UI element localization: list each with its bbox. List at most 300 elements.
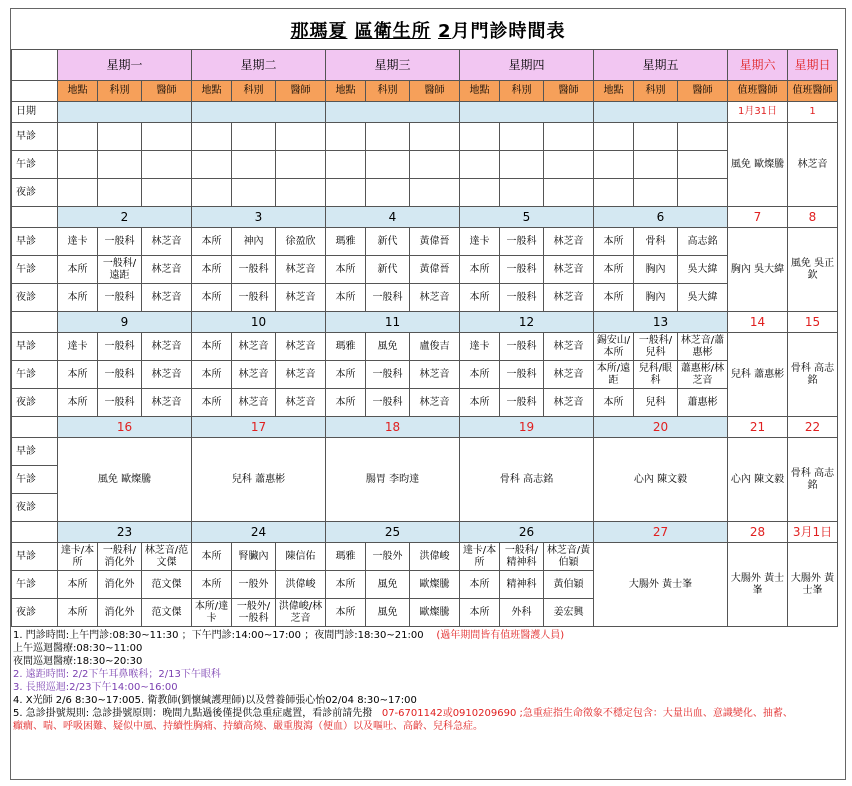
date-cell: 15 [788, 312, 838, 333]
schedule-cell: 一般科 [500, 333, 544, 361]
cell [192, 179, 232, 207]
date-cell: 28 [728, 522, 788, 543]
cell [366, 151, 410, 179]
holiday-duty: 心內 陳文毅 [594, 438, 728, 522]
schedule-cell: 一般科/遠距 [98, 256, 142, 284]
schedule-cell: 黃伯穎 [544, 571, 594, 599]
schedule-cell: 本所 [58, 256, 98, 284]
duty-sat: 兒科 蕭惠彬 [728, 333, 788, 417]
schedule-cell: 林芝音 [276, 284, 326, 312]
date-cell: 10 [192, 312, 326, 333]
title-clinic: 區衛生所 [354, 21, 431, 42]
schedule-cell: 一般外 [232, 571, 276, 599]
duty-fri: 大腸外 黃士峯 [594, 543, 728, 627]
day-header: 星期五 [594, 50, 728, 81]
schedule-cell: 精神科 [500, 571, 544, 599]
schedule-cell: 達卡 [58, 228, 98, 256]
cell [544, 151, 594, 179]
date-cell [594, 102, 728, 123]
cell [232, 179, 276, 207]
schedule-cell: 本所 [58, 284, 98, 312]
slot-label: 早診 [12, 543, 58, 571]
day-header: 星期一 [58, 50, 192, 81]
date-cell: 14 [728, 312, 788, 333]
cell [634, 151, 678, 179]
date-row [12, 522, 838, 543]
schedule-cell: 洪偉峻 [410, 543, 460, 571]
col-header: 地點 [192, 81, 232, 102]
duty-sun: 林芝音 [788, 123, 838, 207]
schedule-cell: 林芝音 [544, 256, 594, 284]
col-header: 醫師 [142, 81, 192, 102]
holiday-duty: 風免 歐燦騰 [58, 438, 192, 522]
day-header-row [12, 50, 838, 81]
date-cell [326, 102, 460, 123]
schedule-cell: 歐燦騰 [410, 571, 460, 599]
cell [460, 179, 500, 207]
schedule-cell: 徐盈欣 [276, 228, 326, 256]
date-row [12, 102, 838, 123]
schedule-cell: 本所 [594, 228, 634, 256]
schedule-cell: 歐燦騰 [410, 599, 460, 627]
schedule-cell: 本所 [594, 389, 634, 417]
schedule-cell: 一般科/兒科 [634, 333, 678, 361]
slot-label: 早診 [12, 228, 58, 256]
schedule-cell: 達卡/本所 [460, 543, 500, 571]
schedule-cell: 林芝音 [410, 284, 460, 312]
note-line: 2. 遠距時間: 2/2下午耳鼻喉科；2/13下午眼科 [13, 669, 221, 680]
schedule-cell: 神內 [232, 228, 276, 256]
schedule-cell: 林芝音 [232, 389, 276, 417]
notes-section [13, 629, 843, 733]
cell [594, 123, 634, 151]
schedule-cell: 風免 [366, 333, 410, 361]
cell [142, 123, 192, 151]
date-cell: 20 [594, 417, 728, 438]
date-cell: 17 [192, 417, 326, 438]
schedule-cell: 本所 [192, 333, 232, 361]
schedule-cell: 本所 [58, 361, 98, 389]
slot-label: 午診 [12, 571, 58, 599]
slot-row [12, 228, 838, 256]
date-cell: 12 [460, 312, 594, 333]
schedule-cell: 林芝音 [142, 333, 192, 361]
cell [500, 123, 544, 151]
schedule-cell: 胸內 [634, 284, 678, 312]
schedule-cell: 姜宏興 [544, 599, 594, 627]
schedule-cell: 本所 [192, 361, 232, 389]
cell [192, 123, 232, 151]
day-header: 星期二 [192, 50, 326, 81]
schedule-cell: 吳大緯 [678, 256, 728, 284]
slot-label: 早診 [12, 123, 58, 151]
col-header: 科別 [366, 81, 410, 102]
schedule-cell: 吳大緯 [678, 284, 728, 312]
col-header: 醫師 [678, 81, 728, 102]
schedule-cell: 瑪雅 [326, 543, 366, 571]
cell [326, 123, 366, 151]
cell [232, 123, 276, 151]
col-header: 地點 [594, 81, 634, 102]
date-cell [192, 102, 326, 123]
schedule-cell: 一般科 [366, 284, 410, 312]
duty-sun: 骨科 高志銘 [788, 438, 838, 522]
schedule-cell: 林芝音 [544, 333, 594, 361]
day-header: 星期三 [326, 50, 460, 81]
schedule-cell: 本所 [192, 543, 232, 571]
cell [410, 123, 460, 151]
cell [142, 151, 192, 179]
cell [594, 179, 634, 207]
schedule-cell: 本所 [58, 389, 98, 417]
note-line: 上午巡迴醫療:08:30~11:00 [13, 643, 143, 654]
schedule-cell: 一般外 [366, 543, 410, 571]
schedule-cell: 骨科 [634, 228, 678, 256]
col-header: 值班醫師 [728, 81, 788, 102]
cell [460, 151, 500, 179]
note-line: 夜間巡迴醫療:18:30~20:30 [13, 656, 143, 667]
schedule-cell: 林芝音 [142, 361, 192, 389]
schedule-cell: 風免 [366, 599, 410, 627]
schedule-cell: 一般科 [500, 284, 544, 312]
date-cell: 23 [58, 522, 192, 543]
title-township: 那瑪夏 [290, 21, 348, 42]
schedule-cell: 本所 [192, 389, 232, 417]
cell [326, 179, 366, 207]
schedule-cell: 林芝音 [276, 256, 326, 284]
slot-label: 午診 [12, 151, 58, 179]
date-cell: 3 [192, 207, 326, 228]
slot-row [12, 123, 838, 151]
date-cell: 26 [460, 522, 594, 543]
schedule-cell: 一般科 [98, 284, 142, 312]
date-cell: 5 [460, 207, 594, 228]
col-header: 科別 [232, 81, 276, 102]
cell [634, 179, 678, 207]
schedule-cell: 洪偉峻 [276, 571, 326, 599]
note-line [13, 707, 843, 720]
schedule-cell: 一般科 [366, 389, 410, 417]
schedule-cell: 林芝音 [544, 284, 594, 312]
schedule-cell: 消化外 [98, 571, 142, 599]
schedule-cell: 本所 [192, 284, 232, 312]
date-cell: 1 [788, 102, 838, 123]
duty-sat: 胸內 吳大緯 [728, 228, 788, 312]
date-cell [460, 102, 594, 123]
cell [678, 123, 728, 151]
duty-sun: 風免 吳正欽 [788, 228, 838, 312]
schedule-cell: 本所 [326, 389, 366, 417]
cell [366, 179, 410, 207]
schedule-cell: 本所 [594, 284, 634, 312]
date-cell: 27 [594, 522, 728, 543]
cell [460, 123, 500, 151]
schedule-cell: 林芝音/黃伯穎 [544, 543, 594, 571]
schedule-cell: 蕭惠彬/林芝音 [678, 361, 728, 389]
cell [410, 151, 460, 179]
holiday-duty: 腸胃 李昀達 [326, 438, 460, 522]
note-hours: 1. 門診時間:上午門診:08:30~11:30 ；下午門診:14:00~17:00 ；夜間門診:18:30~21:00 [13, 630, 424, 641]
date-cell: 13 [594, 312, 728, 333]
cell [678, 179, 728, 207]
schedule-cell: 林芝音 [544, 228, 594, 256]
schedule-cell: 林芝音/蕭惠彬 [678, 333, 728, 361]
duty-sun: 骨科 高志銘 [788, 333, 838, 417]
schedule-cell: 林芝音/范文傑 [142, 543, 192, 571]
schedule-cell: 本所 [460, 361, 500, 389]
schedule-cell: 外科 [500, 599, 544, 627]
slot-label: 早診 [12, 438, 58, 466]
holiday-duty: 骨科 高志銘 [460, 438, 594, 522]
date-label-empty [12, 207, 58, 228]
schedule-cell: 一般科 [232, 256, 276, 284]
cell [276, 151, 326, 179]
schedule-cell: 本所 [460, 599, 500, 627]
cell [276, 179, 326, 207]
date-cell: 19 [460, 417, 594, 438]
date-cell: 4 [326, 207, 460, 228]
cell [98, 179, 142, 207]
schedule-cell: 一般科 [500, 228, 544, 256]
cell [98, 151, 142, 179]
title-month: 2 [438, 21, 452, 42]
day-header: 星期六 [728, 50, 788, 81]
schedule-cell: 消化外 [98, 599, 142, 627]
date-cell: 24 [192, 522, 326, 543]
cell [500, 179, 544, 207]
schedule-cell: 新代 [366, 256, 410, 284]
cell [58, 151, 98, 179]
schedule-cell: 本所 [192, 228, 232, 256]
schedule-cell: 林芝音 [276, 361, 326, 389]
schedule-cell: 一般科 [366, 361, 410, 389]
schedule-cell: 胸內 [634, 256, 678, 284]
cell [58, 179, 98, 207]
note-line: 癲癇、喘、呼吸困難、疑似中風、持續性胸痛、持續高燒、嚴重腹瀉（便血）以及嘔吐、高齡、兒科急症。 [13, 721, 483, 732]
date-cell [58, 102, 192, 123]
schedule-cell: 本所/達卡 [192, 599, 232, 627]
col-header: 地點 [58, 81, 98, 102]
cell [326, 151, 366, 179]
schedule-cell: 范文傑 [142, 599, 192, 627]
date-row [12, 207, 838, 228]
schedule-cell: 本所 [460, 571, 500, 599]
slot-label: 夜診 [12, 599, 58, 627]
cell [58, 123, 98, 151]
date-cell: 25 [326, 522, 460, 543]
slot-row [12, 284, 838, 312]
schedule-cell: 達卡 [460, 228, 500, 256]
schedule-cell: 瑪雅 [326, 333, 366, 361]
column-header-row [12, 81, 838, 102]
schedule-cell: 一般科 [98, 333, 142, 361]
schedule-cell: 林芝音 [410, 389, 460, 417]
cell [544, 123, 594, 151]
slot-row [12, 543, 838, 571]
schedule-cell: 腎臟內 [232, 543, 276, 571]
holiday-duty: 兒科 蕭惠彬 [192, 438, 326, 522]
date-cell: 2 [58, 207, 192, 228]
col-header: 地點 [460, 81, 500, 102]
date-cell: 1月31日 [728, 102, 788, 123]
cell [678, 151, 728, 179]
schedule-cell: 林芝音 [544, 361, 594, 389]
schedule-cell: 一般科 [500, 361, 544, 389]
slot-row [12, 333, 838, 361]
date-label-empty [12, 522, 58, 543]
schedule-cell: 本所 [460, 284, 500, 312]
schedule-cell: 高志銘 [678, 228, 728, 256]
col-header: 地點 [326, 81, 366, 102]
date-cell: 7 [728, 207, 788, 228]
date-label-empty [12, 312, 58, 333]
schedule-cell: 本所 [58, 599, 98, 627]
slot-label: 早診 [12, 333, 58, 361]
schedule-cell: 瑪雅 [326, 228, 366, 256]
cell [544, 179, 594, 207]
cell [366, 123, 410, 151]
note-line: 3. 長照巡迴:2/23下午14:00~16:00 [13, 682, 178, 693]
date-cell: 3月1日 [788, 522, 838, 543]
cell [232, 151, 276, 179]
note-emergency-phone: 07-6701142或0910209690 ;急重症指生命徵象不穩定包含：大量出血、意識變化、抽蓄、 [381, 708, 793, 719]
schedule-cell: 達卡/本所 [58, 543, 98, 571]
schedule-cell: 風免 [366, 571, 410, 599]
schedule-cell: 本所 [58, 571, 98, 599]
corner-cell [12, 50, 58, 81]
slot-row [12, 151, 838, 179]
col-header: 科別 [634, 81, 678, 102]
note-emergency: 5. 急診掛號規則: 急診掛號原則：晚間九點過後僅提供急重症處置，看診前請先撥 [13, 708, 373, 719]
schedule-cell: 本所 [594, 256, 634, 284]
schedule-cell: 林芝音 [142, 256, 192, 284]
schedule-cell: 林芝音 [142, 389, 192, 417]
cell [192, 151, 232, 179]
cell [276, 123, 326, 151]
schedule-cell: 錫安山/本所 [594, 333, 634, 361]
schedule-cell: 一般科 [232, 284, 276, 312]
schedule-cell: 陳信佑 [276, 543, 326, 571]
slot-label: 午診 [12, 361, 58, 389]
schedule-cell: 一般科 [500, 389, 544, 417]
schedule-cell: 達卡 [58, 333, 98, 361]
schedule-cell: 本所 [326, 361, 366, 389]
date-cell: 16 [58, 417, 192, 438]
day-header: 星期日 [788, 50, 838, 81]
slot-row [12, 361, 838, 389]
duty-sat: 心內 陳文毅 [728, 438, 788, 522]
schedule-cell: 本所 [460, 389, 500, 417]
date-cell: 21 [728, 417, 788, 438]
schedule-cell: 新代 [366, 228, 410, 256]
slot-label: 夜診 [12, 494, 58, 522]
schedule-sheet [10, 8, 846, 780]
schedule-cell: 林芝音 [142, 284, 192, 312]
schedule-cell: 盧俊吉 [410, 333, 460, 361]
note-line: 4. X光師 2/6 8:30~17:005. 衛教師(劉懷緘護理師)以及營養師張心怡02/04 8:30~17:00 [13, 695, 417, 706]
col-header: 科別 [98, 81, 142, 102]
date-cell: 6 [594, 207, 728, 228]
col-header: 醫師 [544, 81, 594, 102]
schedule-cell: 本所/遠距 [594, 361, 634, 389]
slot-row [12, 179, 838, 207]
col-header: 值班醫師 [788, 81, 838, 102]
duty-sat: 風免 歐燦騰 [728, 123, 788, 207]
schedule-cell: 一般科/精神科 [500, 543, 544, 571]
schedule-cell: 本所 [326, 571, 366, 599]
schedule-cell: 一般科/消化外 [98, 543, 142, 571]
schedule-cell: 林芝音 [276, 389, 326, 417]
schedule-cell: 林芝音 [142, 228, 192, 256]
schedule-cell: 一般科 [500, 256, 544, 284]
schedule-cell: 林芝音 [232, 333, 276, 361]
corner-cell [12, 81, 58, 102]
date-row [12, 312, 838, 333]
schedule-cell: 兒科/眼科 [634, 361, 678, 389]
slot-label: 午診 [12, 466, 58, 494]
schedule-cell: 兒科 [634, 389, 678, 417]
date-row [12, 417, 838, 438]
schedule-cell: 林芝音 [232, 361, 276, 389]
schedule-cell: 本所 [326, 599, 366, 627]
note-line [13, 629, 843, 642]
date-cell: 9 [58, 312, 192, 333]
schedule-cell: 本所 [460, 256, 500, 284]
date-cell: 22 [788, 417, 838, 438]
schedule-cell: 一般科 [98, 228, 142, 256]
schedule-cell: 本所 [326, 284, 366, 312]
slot-row [12, 256, 838, 284]
duty-sun: 大腸外 黃士峯 [788, 543, 838, 627]
schedule-cell: 林芝音 [410, 361, 460, 389]
schedule-cell: 本所 [192, 571, 232, 599]
date-cell: 11 [326, 312, 460, 333]
title-suffix: 月門診時間表 [451, 21, 566, 42]
schedule-cell: 本所 [192, 256, 232, 284]
date-label-empty [12, 417, 58, 438]
cell [594, 151, 634, 179]
schedule-cell: 洪偉峻/林芝音 [276, 599, 326, 627]
slot-label: 夜診 [12, 179, 58, 207]
duty-sat: 大腸外 黃士峯 [728, 543, 788, 627]
slot-row [12, 438, 838, 466]
date-label: 日期 [12, 102, 58, 123]
schedule-cell: 黃偉晉 [410, 228, 460, 256]
page-title [11, 17, 845, 43]
schedule-cell: 黃偉晉 [410, 256, 460, 284]
date-cell: 18 [326, 417, 460, 438]
cell [634, 123, 678, 151]
slot-label: 夜診 [12, 389, 58, 417]
schedule-cell: 一般外/一般科 [232, 599, 276, 627]
col-header: 醫師 [276, 81, 326, 102]
cell [410, 179, 460, 207]
note-holiday: (過年期間皆有值班醫護人員) [436, 630, 565, 641]
schedule-cell: 一般科 [98, 361, 142, 389]
slot-row [12, 389, 838, 417]
schedule-cell: 林芝音 [544, 389, 594, 417]
date-cell: 8 [788, 207, 838, 228]
schedule-cell: 一般科 [98, 389, 142, 417]
slot-label: 夜診 [12, 284, 58, 312]
schedule-cell: 范文傑 [142, 571, 192, 599]
cell [500, 151, 544, 179]
col-header: 醫師 [410, 81, 460, 102]
cell [98, 123, 142, 151]
schedule-cell: 林芝音 [276, 333, 326, 361]
schedule-cell: 本所 [326, 256, 366, 284]
cell [142, 179, 192, 207]
